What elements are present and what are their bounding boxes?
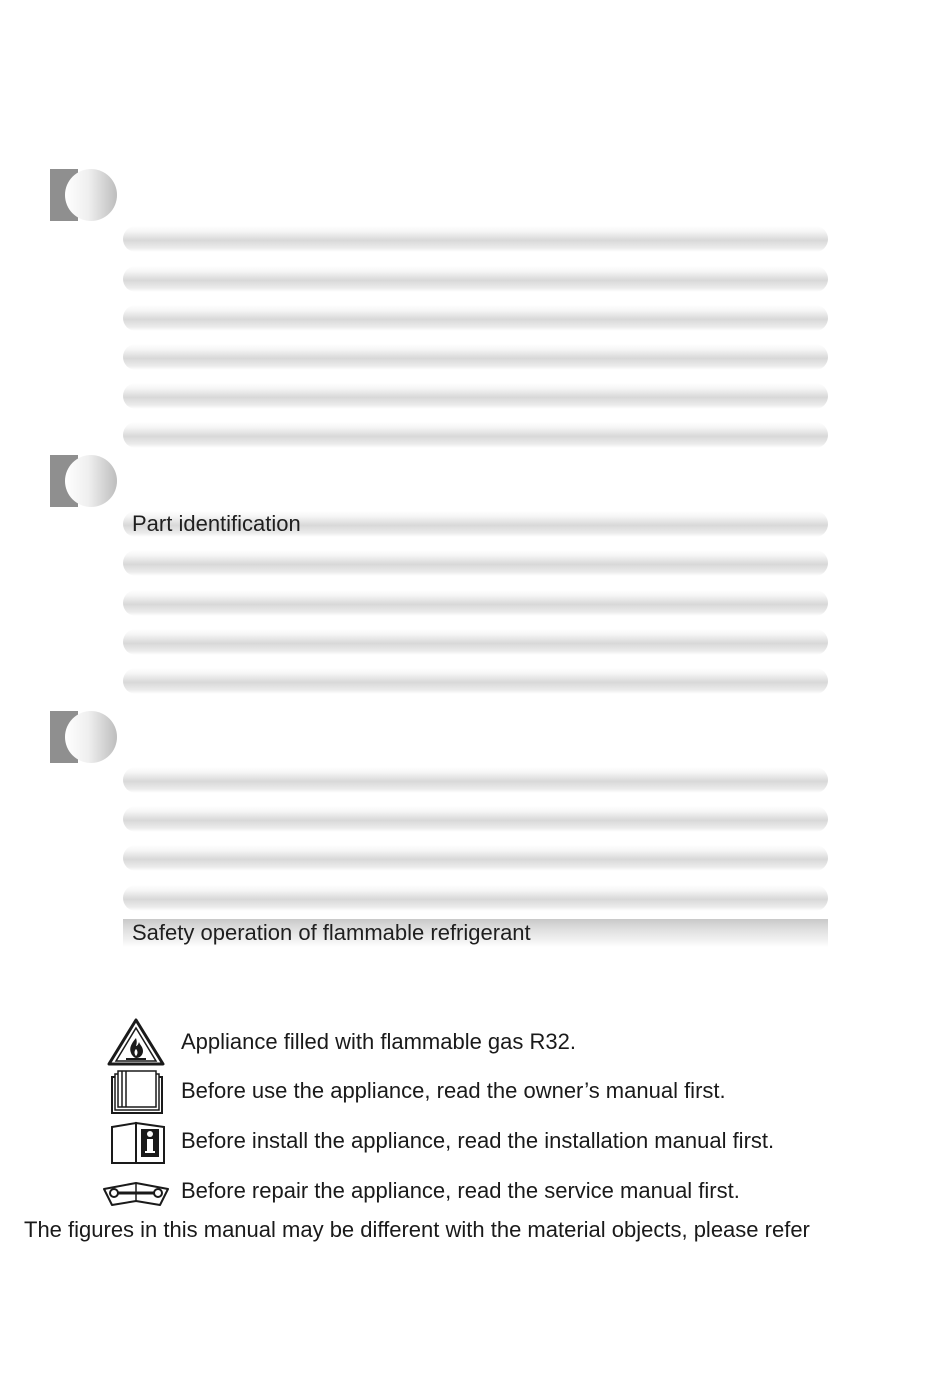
toc-bar [123, 305, 828, 331]
toc-bar [123, 344, 828, 370]
section-marker-3 [50, 711, 118, 763]
symbol-row-flammable [100, 1018, 900, 1066]
symbol-row-owners-manual [100, 1067, 900, 1115]
symbol-text: Appliance filled with flammable gas R32. [181, 1029, 576, 1054]
symbol-row-service-manual [100, 1167, 900, 1215]
symbol-text: Before use the appliance, read the owner’s manual first. [181, 1078, 726, 1103]
section-marker-1 [50, 169, 118, 221]
symbol-text: Before repair the appliance, read the service manual first. [181, 1178, 740, 1203]
toc-bar [123, 629, 828, 655]
toc-bar [123, 550, 828, 576]
figures-disclaimer: The figures in this manual may be different with the material objects, please refer [24, 1217, 810, 1242]
toc-bar-safety-operation [123, 919, 828, 947]
flammable-warning-icon [100, 1018, 172, 1066]
toc-bar [123, 668, 828, 694]
toc-bar [123, 383, 828, 409]
toc-bar [123, 885, 828, 911]
toc-bar [123, 767, 828, 793]
toc-bar [123, 806, 828, 832]
section-marker-2 [50, 455, 118, 507]
toc-bar [123, 422, 828, 448]
toc-bar [123, 845, 828, 871]
toc-bar [123, 266, 828, 292]
toc-bar-label: Part identification [132, 511, 301, 536]
service-manual-icon [100, 1167, 172, 1215]
toc-bar-label: Safety operation of flammable refrigerant [132, 920, 531, 945]
symbol-text: Before install the appliance, read the installation manual first. [181, 1128, 775, 1153]
installation-manual-icon [100, 1117, 172, 1165]
toc-bar-part-identification [123, 511, 828, 537]
toc-bar [123, 590, 828, 616]
toc-bar [123, 226, 828, 252]
symbol-row-installation-manual [100, 1117, 900, 1165]
owners-manual-icon [100, 1067, 172, 1115]
